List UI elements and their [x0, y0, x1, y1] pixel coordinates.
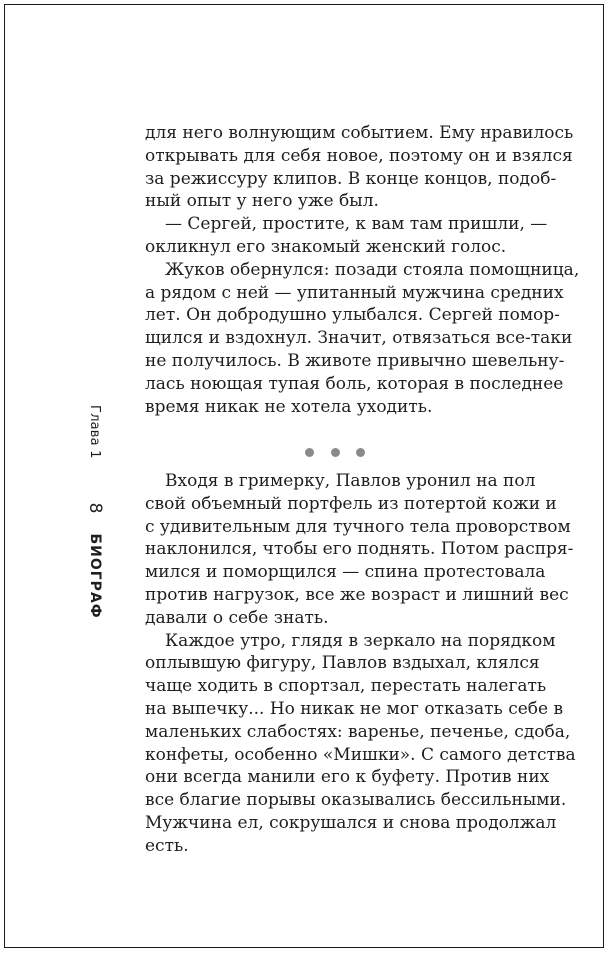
- text-line: наклонился, чтобы его поднять. Потом распря-: [145, 539, 574, 560]
- text-line: есть.: [145, 835, 189, 856]
- text-line: давали о себе знать.: [145, 607, 329, 628]
- text-line: Жуков обернулся: позади стояла помощница,: [165, 259, 580, 280]
- book-page: [4, 4, 604, 948]
- ornament-dot: [331, 448, 340, 457]
- text-line: а рядом с ней — упитанный мужчина средних: [145, 282, 564, 303]
- text-line: они всегда манили его к буфету. Против них: [145, 767, 550, 788]
- text-line: Мужчина ел, сокрушался и снова продолжал: [145, 812, 557, 833]
- text-line: Входя в гримерку, Павлов уронил на пол: [165, 471, 536, 491]
- book-title: БИОГРАФ: [87, 533, 103, 619]
- text-line: против нагрузок, все же возраст и лишний вес: [145, 584, 569, 605]
- paragraph: [145, 630, 576, 858]
- paragraph: [145, 470, 574, 630]
- paragraph: [145, 122, 574, 213]
- text-line: открывать для себя новое, поэтому он и взялся: [145, 145, 573, 166]
- text-line: — Сергей, простите, к вам там пришли, —: [165, 214, 548, 235]
- text-line: чаще ходить в спортзал, перестать налегать: [145, 676, 547, 697]
- text-line: лась ноющая тупая боль, которая в последнее: [145, 373, 564, 394]
- section-break-ornament: [305, 445, 365, 459]
- paragraph: [145, 259, 580, 419]
- ornament-dot: [305, 448, 314, 457]
- paragraph: [145, 213, 548, 259]
- section-before-break: [145, 122, 580, 418]
- text-line: конфеты, особенно «Мишки». С самого детства: [145, 744, 576, 765]
- text-line: не получилось. В животе привычно шевельну-: [145, 350, 565, 371]
- text-line: с удивительным для тучного тела проворством: [145, 516, 571, 537]
- text-line: для него волнующим событием. Ему нравилось: [145, 123, 574, 143]
- text-line: мился и поморщился — спина протестовала: [145, 562, 546, 583]
- text-line: окликнул его знакомый женский голос.: [145, 236, 507, 257]
- text-line: маленьких слабостях: варенье, печенье, сдоба,: [145, 721, 571, 742]
- text-line: свой объемный портфель из потертой кожи и: [145, 493, 557, 514]
- text-line: все благие порывы оказывались бессильными.: [145, 790, 567, 811]
- running-head: [83, 405, 107, 645]
- page-number: 8: [85, 502, 105, 514]
- text-line: щился и вздохнул. Значит, отвязаться все-таки: [145, 328, 573, 349]
- text-line: оплывшую фигуру, Павлов вздыхал, клялся: [145, 653, 540, 674]
- text-line: Каждое утро, глядя в зеркало на порядком: [165, 630, 556, 651]
- section-after-break: [145, 470, 576, 858]
- text-line: лет. Он добродушно улыбался. Сергей помор-: [145, 305, 560, 326]
- text-line: на выпечку... Но никак не мог отказать себе в: [145, 698, 564, 719]
- chapter-label: Глава 1: [87, 405, 103, 459]
- text-line: за режиссуру клипов. В конце концов, подоб-: [145, 168, 557, 189]
- ornament-dot: [356, 448, 365, 457]
- text-line: ный опыт у него уже был.: [145, 191, 379, 212]
- text-line: время никак не хотела уходить.: [145, 396, 433, 417]
